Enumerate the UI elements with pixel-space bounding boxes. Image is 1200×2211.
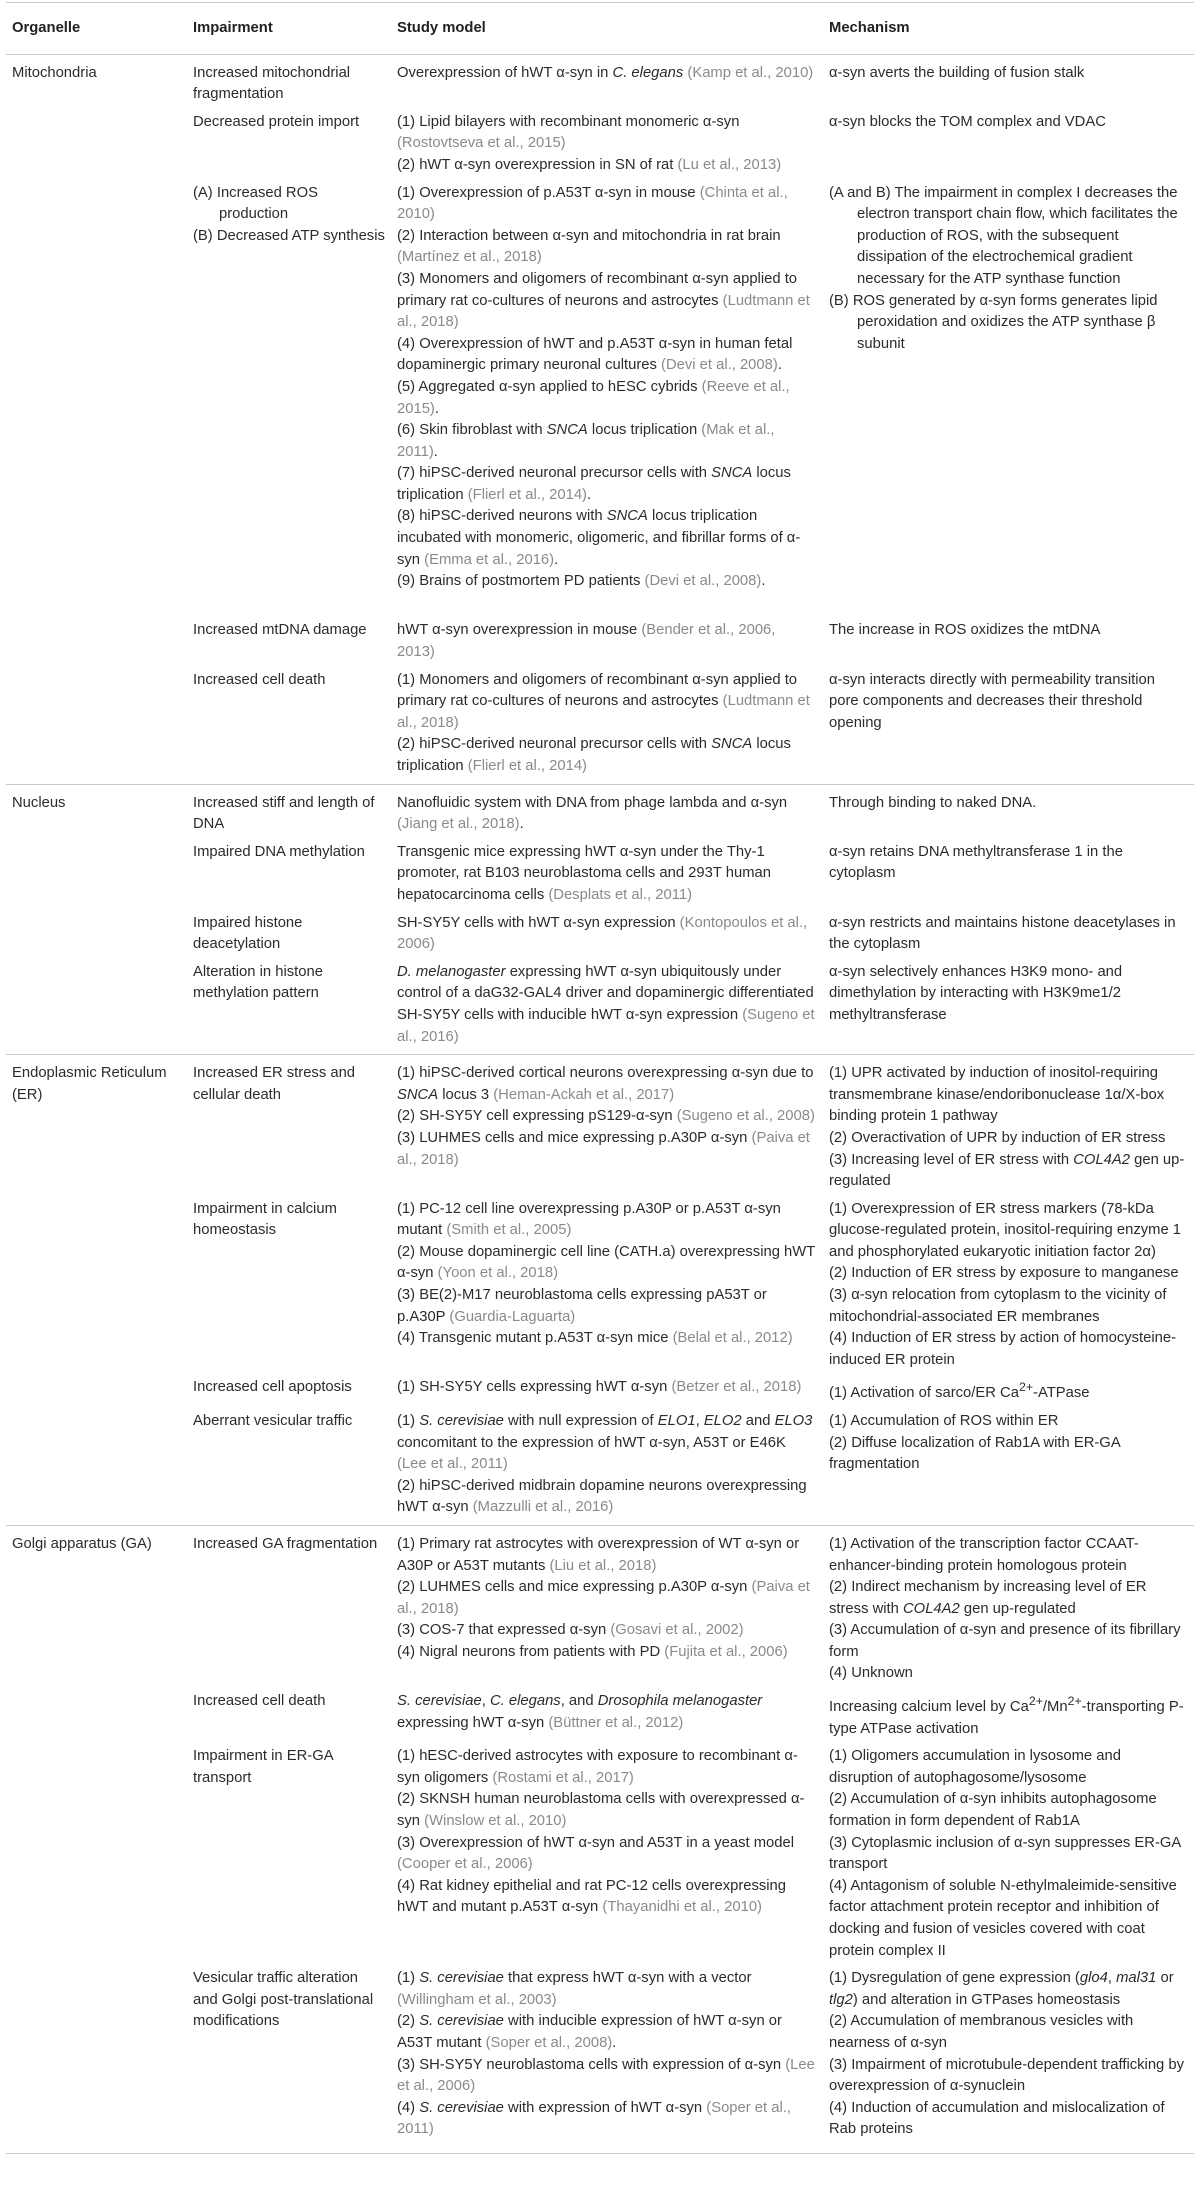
citation-link[interactable]: (Paiva et al., 2018): [397, 1579, 810, 1617]
model-cell: (1) Lipid bilayers with recombinant monomeric α-syn (Rostovtseva et al., 2015) (2) hWT α-syn overexpression in SN of rat (Lu et al., 2013): [397, 113, 782, 173]
impairment-cell: Impairment in ER-GA transport: [193, 1748, 333, 1786]
mechanism-cell: α-syn retains DNA methyltransferase 1 in the cytoplasm: [829, 843, 1123, 882]
mechanism-cell: (1) Overexpression of ER stress markers (78-kDa glucose-regulated protein, inositol-requiring enzyme 1 and phosphorylated eukaryotic initiation factor 2α) (2) Induction of ER stress by exposure to manganese (3) α-syn relocation from cytoplasm to the vicinity of mitochondrial-associated ER membranes (4) Induction of ER stress by action of homocysteine-induced ER protein: [829, 1200, 1182, 1368]
citation-link[interactable]: (Mak et al., 2011): [397, 422, 775, 460]
citation-link[interactable]: (Sugeno et al., 2016): [397, 1006, 815, 1045]
model-cell: (1) S. cerevisiae with null expression of ELO1, ELO2 and ELO3 concomitant to the expression of hWT α-syn, A53T or E46K (Lee et al., 2011) (2) hiPSC-derived midbrain dopamine neurons overexpressing hWT α-syn (Mazzulli et al., 2016): [397, 1412, 813, 1516]
citation-link[interactable]: (Winslow et al., 2010): [424, 1812, 567, 1829]
mechanism-cell: (1) Dysregulation of gene expression (glo4, mal31 or tlg2) and alteration in GTPases homeostasis (2) Accumulation of membranous vesicles with nearness of α-syn (3) Impairment of microtubule-dependent trafficking by overexpression of α-synuclein (4) Induction of accumulation and mislocalization of Rab proteins: [823, 1968, 1194, 2153]
citation-link[interactable]: (Belal et al., 2012): [672, 1330, 793, 1347]
citation-link[interactable]: (Desplats et al., 2011): [548, 886, 692, 903]
impairment-cell: Increased GA fragmentation: [187, 1525, 391, 1691]
mechanism-cell: (1) Activation of the transcription factor CCAAT-enhancer-binding protein homologous protein (2) Indirect mechanism by increasing level of ER stress with COL4A2 gen up-regulated (3) Accumulation of α-syn and presence of its fibrillary form (4) Unknown: [823, 1525, 1194, 1691]
citation-link[interactable]: (Soper et al., 2008): [485, 2034, 613, 2051]
table-row: [6, 112, 1194, 183]
citation-link[interactable]: (Sugeno et al., 2008): [676, 1108, 815, 1125]
mechanism-cell: α-syn averts the building of fusion stalk: [829, 64, 1085, 81]
table-row: [6, 1055, 1194, 1199]
model-cell: (1) PC-12 cell line overexpressing p.A30P or p.A53T α-syn mutant (Smith et al., 2005) (2) Mouse dopaminergic cell line (CATH.a) overexpressing hWT α-syn (Yoon et al., 2018) (3) BE(2)-M17 neuroblastoma cells expressing pA53T or p.A30P (Guardia-Laguarta) (4) Transgenic mutant p.A53T α-syn mice (Belal et al., 2012): [397, 1200, 816, 1347]
organelle-impairment-table: [6, 2, 1194, 2154]
header-impairment: Impairment: [187, 3, 391, 55]
model-cell: SH-SY5Y cells with hWT α-syn expression (Kontopoulos et al., 2006): [397, 914, 808, 953]
model-cell: (1) S. cerevisiae that express hWT α-syn with a vector (Willingham et al., 2003) (2) S. cerevisiae with inducible expression of hWT α-syn or A53T mutant (Soper et al., 2008). (3) SH-SY5Y neuroblastoma cells with expression of α-syn (Lee et al., 2006) (4) S. cerevisiae with expression of hWT α-syn (Soper et al., 2011): [391, 1968, 823, 2153]
model-cell: Nanofluidic system with DNA from phage lambda and α-syn (Jiang et al., 2018).: [391, 784, 823, 842]
table-row: [6, 842, 1194, 913]
citation-link[interactable]: (Jiang et al., 2018): [397, 816, 520, 833]
citation-link[interactable]: (Reeve et al., 2015): [397, 378, 790, 417]
table-row: [6, 1525, 1194, 1691]
impairment-cell: Aberrant vesicular traffic: [193, 1412, 353, 1429]
table-row: [6, 1199, 1194, 1378]
mechanism-cell: (1) Oligomers accumulation in lysosome and disruption of autophagosome/lysosome (2) Accumulation of α-syn inhibits autophagosome formation in form dependent of Rab1A (3) Cytoplasmic inclusion of α-syn suppresses ER-GA transport (4) Antagonism of soluble N-ethylmaleimide-sensitive factor attachment protein receptor and inhibition of docking and fusion of vesicles covered with coat protein complex II: [829, 1748, 1181, 1959]
impairment-cell: (A) Increased ROS production (B) Decreased ATP synthesis: [193, 184, 385, 244]
header-organelle: Organelle: [6, 3, 187, 55]
model-cell: S. cerevisiae, C. elegans, and Drosophila melanogaster expressing hWT α-syn (Büttner et al., 2012): [397, 1693, 763, 1731]
citation-link[interactable]: (Devi et al., 2008): [661, 357, 778, 374]
mechanism-cell: The increase in ROS oxidizes the mtDNA: [829, 622, 1101, 639]
table-row: [6, 1411, 1194, 1525]
impairment-cell: Impaired DNA methylation: [193, 843, 365, 860]
citation-link[interactable]: (Smith et al., 2005): [446, 1222, 572, 1239]
citation-link[interactable]: (Devi et al., 2008): [644, 573, 762, 590]
citation-link[interactable]: (Büttner et al., 2012): [548, 1714, 684, 1731]
citation-link[interactable]: (Willingham et al., 2003): [397, 1991, 557, 2008]
citation-link[interactable]: (Cooper et al., 2006): [397, 1856, 533, 1873]
table-row: [6, 183, 1194, 621]
model-cell: (1) Monomers and oligomers of recombinant α-syn applied to primary rat co-cultures of neurons and astrocytes (Ludtmann et al., 2018) (2) hiPSC-derived neuronal precursor cells with SNCA locus triplication (Flierl et al., 2014): [397, 671, 810, 774]
mechanism-cell: (1) UPR activated by induction of inositol-requiring transmembrane kinase/endoribonuclease 1α/X-box binding protein 1 pathway (2) Overactivation of UPR by induction of ER stress (3) Increasing level of ER stress with COL4A2 gen up-regulated: [823, 1055, 1194, 1199]
citation-link[interactable]: (Martínez et al., 2018): [397, 249, 542, 266]
mechanism-cell: α-syn interacts directly with permeability transition pore components and decreases their threshold opening: [829, 671, 1155, 731]
citation-link[interactable]: (Flierl et al., 2014): [467, 758, 587, 774]
table-row: [6, 1377, 1194, 1411]
model-cell: Overexpression of hWT α-syn in C. elegans (Kamp et al., 2010): [397, 64, 814, 81]
citation-link[interactable]: (Fujita et al., 2006): [664, 1643, 788, 1660]
citation-link[interactable]: (Chinta et al., 2010): [397, 184, 788, 223]
citation-link[interactable]: (Guardia-Laguarta): [449, 1308, 576, 1325]
model-cell: D. melanogaster expressing hWT α-syn ubiquitously under control of a daG32-GAL4 driver and dopaminergic differentiated SH-SY5Y cells with inducible hWT α-syn expression (Sugeno et al., 2016): [397, 963, 815, 1045]
model-cell: Transgenic mice expressing hWT α-syn under the Thy-1 promoter, rat B103 neuroblastoma cells and 293T human hepatocarcinoma cells (Desplats et al., 2011): [397, 843, 771, 903]
table-header-row: [6, 3, 1194, 55]
citation-link[interactable]: (Bender et al., 2006, 2013): [397, 622, 776, 661]
impairment-cell: Increased mitochondrial fragmentation: [193, 64, 351, 103]
mechanism-cell: α-syn restricts and maintains histone deacetylases in the cytoplasm: [829, 914, 1176, 953]
table-row: [6, 1746, 1194, 1968]
citation-link[interactable]: (Heman-Ackah et al., 2017): [493, 1086, 675, 1103]
citation-link[interactable]: (Kontopoulos et al., 2006): [397, 914, 808, 953]
header-mechanism: Mechanism: [823, 3, 1194, 55]
mechanism-cell: α-syn selectively enhances H3K9 mono- and dimethylation by interacting with H3K9me1/2 methyltransferase: [829, 963, 1123, 1023]
table-row: [6, 670, 1194, 784]
table-row: [6, 784, 1194, 842]
citation-link[interactable]: (Kamp et al., 2010): [687, 64, 814, 81]
citation-link[interactable]: (Soper et al., 2011): [397, 2099, 791, 2138]
mechanism-cell: Increasing calcium level by $Ca^{2+}/Mn^{2+}$-transporting P-type ATPase activation: [829, 1694, 1184, 1737]
impairment-cell: Increased cell apoptosis: [193, 1379, 352, 1396]
citation-link[interactable]: (Lee et al., 2011): [397, 1456, 508, 1473]
mechanism-cell: (A and B) The impairment in complex I decreases the electron transport chain flow, which facilitates the production of ROS, with the subsequent dissipation of the electrochemical gradient necessary for the ATP synthase function (B) ROS generated by α-syn forms generates lipid peroxidation and oxidizes the ATP synthase β subunit: [829, 184, 1178, 352]
impairment-cell: Increased stiff and length of DNA: [187, 784, 391, 842]
model-cell: (1) hiPSC-derived cortical neurons overexpressing α-syn due to SNCA locus 3 (Heman-Ackah et al., 2017) (2) SH-SY5Y cell expressing pS129-α-syn (Sugeno et al., 2008) (3) LUHMES cells and mice expressing p.A30P α-syn (Paiva et al., 2018): [391, 1055, 823, 1199]
mechanism-cell: α-syn blocks the TOM complex and VDAC: [829, 113, 1106, 130]
citation-link[interactable]: (Lee et al., 2006): [397, 2056, 815, 2095]
model-cell: (1) SH-SY5Y cells expressing hWT α-syn (Betzer et al., 2018): [397, 1379, 802, 1396]
impairment-cell: Increased mtDNA damage: [193, 622, 367, 639]
impairment-cell: Impairment in calcium homeostasis: [193, 1200, 337, 1239]
organelle-cell: Golgi apparatus (GA): [6, 1525, 187, 1691]
citation-link[interactable]: (Rostami et al., 2017): [492, 1769, 634, 1786]
citation-link[interactable]: (Rostovtseva et al., 2015): [397, 135, 566, 152]
model-cell: hWT α-syn overexpression in mouse (Bender et al., 2006, 2013): [397, 622, 776, 661]
table-row: [6, 1691, 1194, 1746]
mechanism-cell: (1) Activation of sarco/ER $Ca^{2+}$-ATPase: [829, 1380, 1090, 1402]
citation-link[interactable]: (Yoon et al., 2018): [437, 1265, 559, 1282]
citation-link[interactable]: (Gosavi et al., 2002): [610, 1622, 744, 1639]
citation-link[interactable]: (Lu et al., 2013): [677, 156, 782, 173]
mechanism-cell: (1) Accumulation of ROS within ER (2) Diffuse localization of Rab1A with ER-GA fragmentation: [829, 1412, 1120, 1473]
impairment-cell: Increased cell death: [193, 671, 326, 688]
citation-link[interactable]: (Liu et al., 2018): [549, 1557, 657, 1574]
table-row: [6, 620, 1194, 669]
table-row: [6, 54, 1194, 112]
mechanism-cell: Through binding to naked DNA.: [823, 784, 1194, 842]
impairment-cell: Increased ER stress and cellular death: [187, 1055, 391, 1199]
citation-link[interactable]: (Ludtmann et al., 2018): [397, 693, 810, 731]
model-cell: (1) hESC-derived astrocytes with exposure to recombinant α-syn oligomers (Rostami et al., 2017) (2) SKNSH human neuroblastoma cells with overexpressed α-syn (Winslow et al., 2010) (3) Overexpression of hWT α-syn and A53T in a yeast model (Cooper et al., 2006) (4) Rat kidney epithelial and rat PC-12 cells overexpressing hWT and mutant p.A53T α-syn (Thayanidhi et al., 2010): [397, 1748, 805, 1916]
citation-link[interactable]: (Mazzulli et al., 2016): [472, 1499, 614, 1516]
citation-link[interactable]: (Paiva et al., 2018): [397, 1129, 810, 1168]
impairment-cell: Vesicular traffic alteration and Golgi post-translational modifications: [187, 1968, 391, 2153]
impairment-cell: Decreased protein import: [193, 113, 360, 130]
model-cell: (1) Overexpression of p.A53T α-syn in mouse (Chinta et al., 2010) (2) Interaction between α-syn and mitochondria in rat brain (Martínez et al., 2018) (3) Monomers and oligomers of recombinant α-syn applied to primary rat co-cultures of neurons and astrocytes (Ludtmann et al., 2018) (4) Overexpression of hWT and p.A53T α-syn in human fetal dopaminergic primary neuronal cultures (Devi et al., 2008). (5) Aggregated α-syn applied to hESC cybrids (Reeve et al., 2015). (6) Skin fibroblast with SNCA locus triplication (Mak et al., 2011). (7) hiPSC-derived neuronal precursor cells with SNCA locus triplication (Flierl et al., 2014). (8) hiPSC-derived neurons with SNCA locus triplication incubated with monomeric, oligomeric, and fibrillar forms of α-syn (Emma et al., 2016). (9) Brains of postmortem PD patients (Devi et al., 2008).: [397, 184, 810, 590]
table-row: [6, 913, 1194, 962]
impairment-cell: Increased cell death: [193, 1693, 326, 1710]
table-row: [6, 1968, 1194, 2153]
organelle-cell: Mitochondria: [12, 64, 97, 81]
table-row: [6, 962, 1194, 1055]
organelle-cell: Endoplasmic Reticulum (ER): [6, 1055, 187, 1199]
model-cell: (1) Primary rat astrocytes with overexpression of WT α-syn or A30P or A53T mutants (Liu et al., 2018) (2) LUHMES cells and mice expressing p.A30P α-syn (Paiva et al., 2018) (3) COS-7 that expressed α-syn (Gosavi et al., 2002) (4) Nigral neurons from patients with PD (Fujita et al., 2006): [391, 1525, 823, 1691]
header-study-model: Study model: [391, 3, 823, 55]
impairment-cell: Impaired histone deacetylation: [193, 914, 303, 953]
citation-link[interactable]: (Thayanidhi et al., 2010): [602, 1899, 762, 1916]
citation-link[interactable]: (Betzer et al., 2018): [671, 1379, 802, 1396]
citation-link[interactable]: (Emma et al., 2016): [424, 551, 555, 568]
organelle-cell: Nucleus: [6, 784, 187, 842]
impairment-cell: Alteration in histone methylation pattern: [193, 963, 323, 1002]
citation-link[interactable]: (Flierl et al., 2014): [467, 486, 587, 503]
citation-link[interactable]: (Ludtmann et al., 2018): [397, 292, 810, 331]
